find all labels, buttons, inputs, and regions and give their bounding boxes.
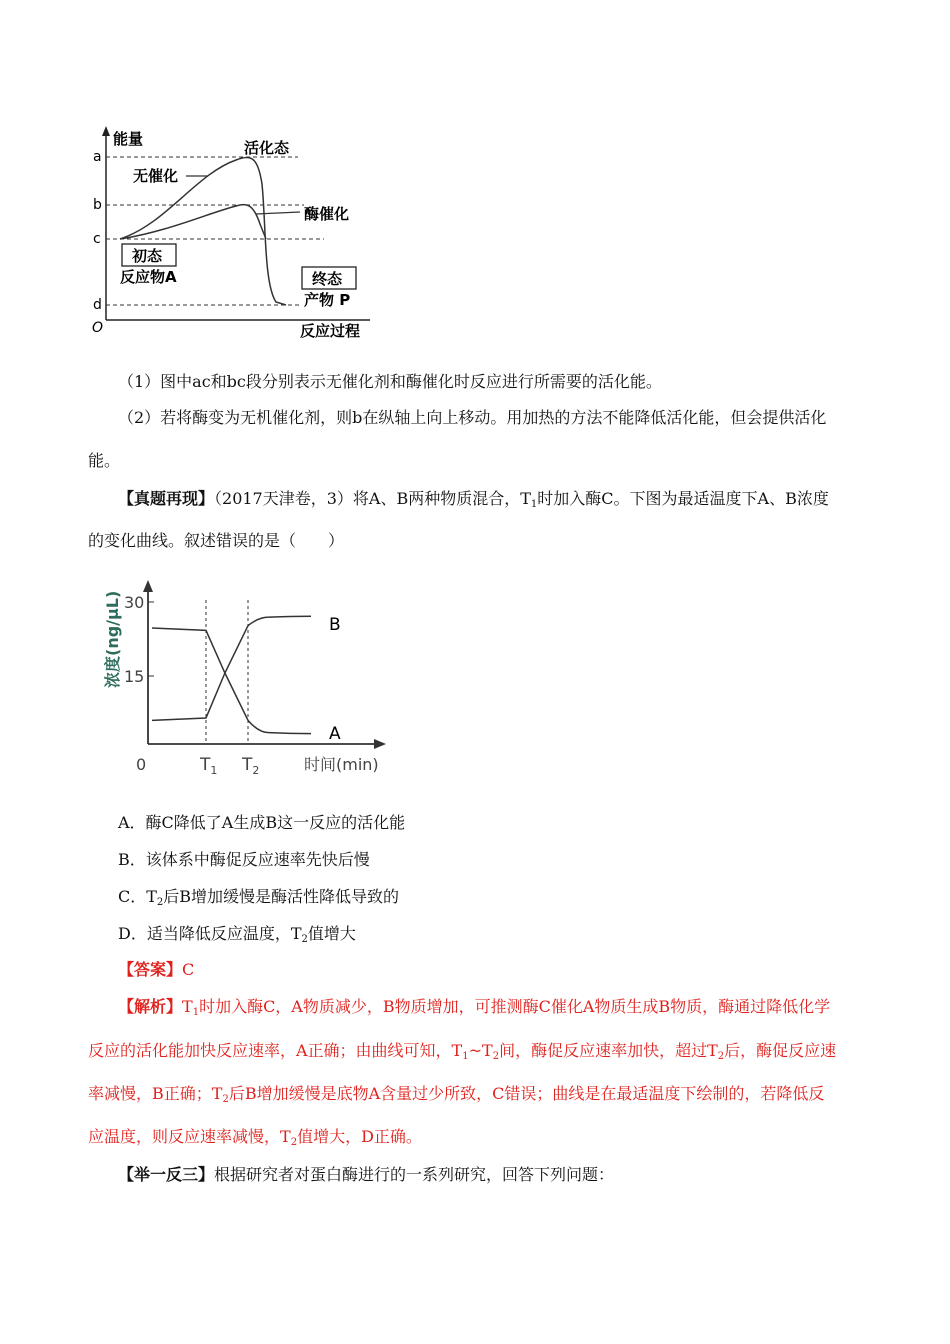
y-tick-30: 30 (124, 593, 145, 612)
answer-value: C (182, 960, 195, 979)
y-axis-label: 浓度(ng/μL) (103, 590, 122, 688)
note-2-cont: 能。 (88, 451, 121, 470)
x-tick-t1: $T_1$ (200, 755, 218, 777)
initial-state-label: 初态 (132, 247, 163, 265)
analysis-line-1: 【解析】$T_1$时加入酶C，A物质减少，B物质增加，可推测酶C催化A物质生成B物质，酶通过降低化学 (118, 997, 831, 1018)
question-tag: 【真题再现】 (118, 489, 215, 508)
product-label: 产物 P (304, 291, 351, 309)
level-b-label: b (93, 197, 102, 213)
followup-tag: 【举一反三】 (118, 1165, 215, 1184)
level-a-label: a (93, 149, 102, 165)
analysis-line-2: 反应的活化能加快反应速率，A正确；由曲线可知，$T_1\sim T_2$间，酶促反应速率加快，超过$T_2$后，酶促反应速 (88, 1041, 837, 1062)
question-line-2: 的变化曲线。叙述错误的是（ ） (88, 531, 345, 550)
analysis-tag: 【解析】 (118, 997, 183, 1016)
y-tick-15: 15 (124, 667, 145, 686)
reactant-label: 反应物A (120, 268, 177, 286)
note-1: （1）图中ac和bc段分别表示无催化剂和酶催化时反应进行所需要的活化能。 (118, 372, 662, 391)
level-d-label: d (93, 297, 102, 313)
option-b: B．该体系中酶促反应速率先快后慢 (118, 850, 370, 869)
enzyme-curve (120, 205, 266, 239)
answer-tag: 【答案】 (118, 960, 183, 979)
x-axis-label: 时间(min) (304, 755, 379, 774)
origin-label: O (92, 320, 104, 336)
series-a-line (152, 628, 311, 734)
y-axis-arrow (102, 126, 110, 136)
option-c: C．$T_2$后B增加缓慢是酶活性降低导致的 (118, 887, 400, 908)
answer-line (118, 958, 194, 982)
x-tick-0: 0 (136, 755, 147, 774)
note-2: （2）若将酶变为无机催化剂，则b在纵轴上向上移动。用加热的方法不能降低活化能，但会提供活化 (118, 408, 827, 427)
analysis-line-4: 应温度，则反应速率减慢，$T_2$值增大，D正确。 (88, 1127, 422, 1148)
level-c-label: c (93, 231, 101, 247)
option-d: D．适当降低反应温度，$T_2$值增大 (118, 924, 356, 945)
final-state-label: 终态 (312, 270, 343, 288)
enzyme-catalyzed-label: 酶催化 (304, 205, 350, 223)
concentration-chart (86, 566, 422, 778)
question-line-1: 【真题再现】（2017天津卷，3）将A、B两种物质混合，$T_1$时加入酶C。下图为最适温度下A、B浓度 (118, 489, 829, 510)
x-tick-t2: $T_2$ (242, 755, 260, 777)
energy-diagram (86, 124, 380, 342)
uncatalyzed-label: 无催化 (133, 167, 179, 185)
option-a: A．酶C降低了A生成B这一反应的活化能 (118, 813, 406, 832)
chart-x-arrow (374, 739, 386, 749)
chart-y-arrow (143, 580, 153, 592)
process-axis-label: 反应过程 (300, 322, 361, 340)
activated-state-label: 活化态 (244, 139, 290, 157)
series-b-line (152, 616, 311, 720)
series-b-label: B (329, 615, 341, 635)
followup-line: 【举一反三】根据研究者对蛋白酶进行的一系列研究，回答下列问题： (118, 1165, 615, 1184)
analysis-line-3: 率减慢，B正确；$T_2$后B增加缓慢是底物A含量过少所致，C错误；曲线是在最适温度下绘制的，若降低反 (88, 1084, 825, 1105)
enzyme-pointer (256, 212, 300, 214)
energy-axis-label: 能量 (113, 130, 144, 148)
series-a-label: A (329, 724, 341, 744)
